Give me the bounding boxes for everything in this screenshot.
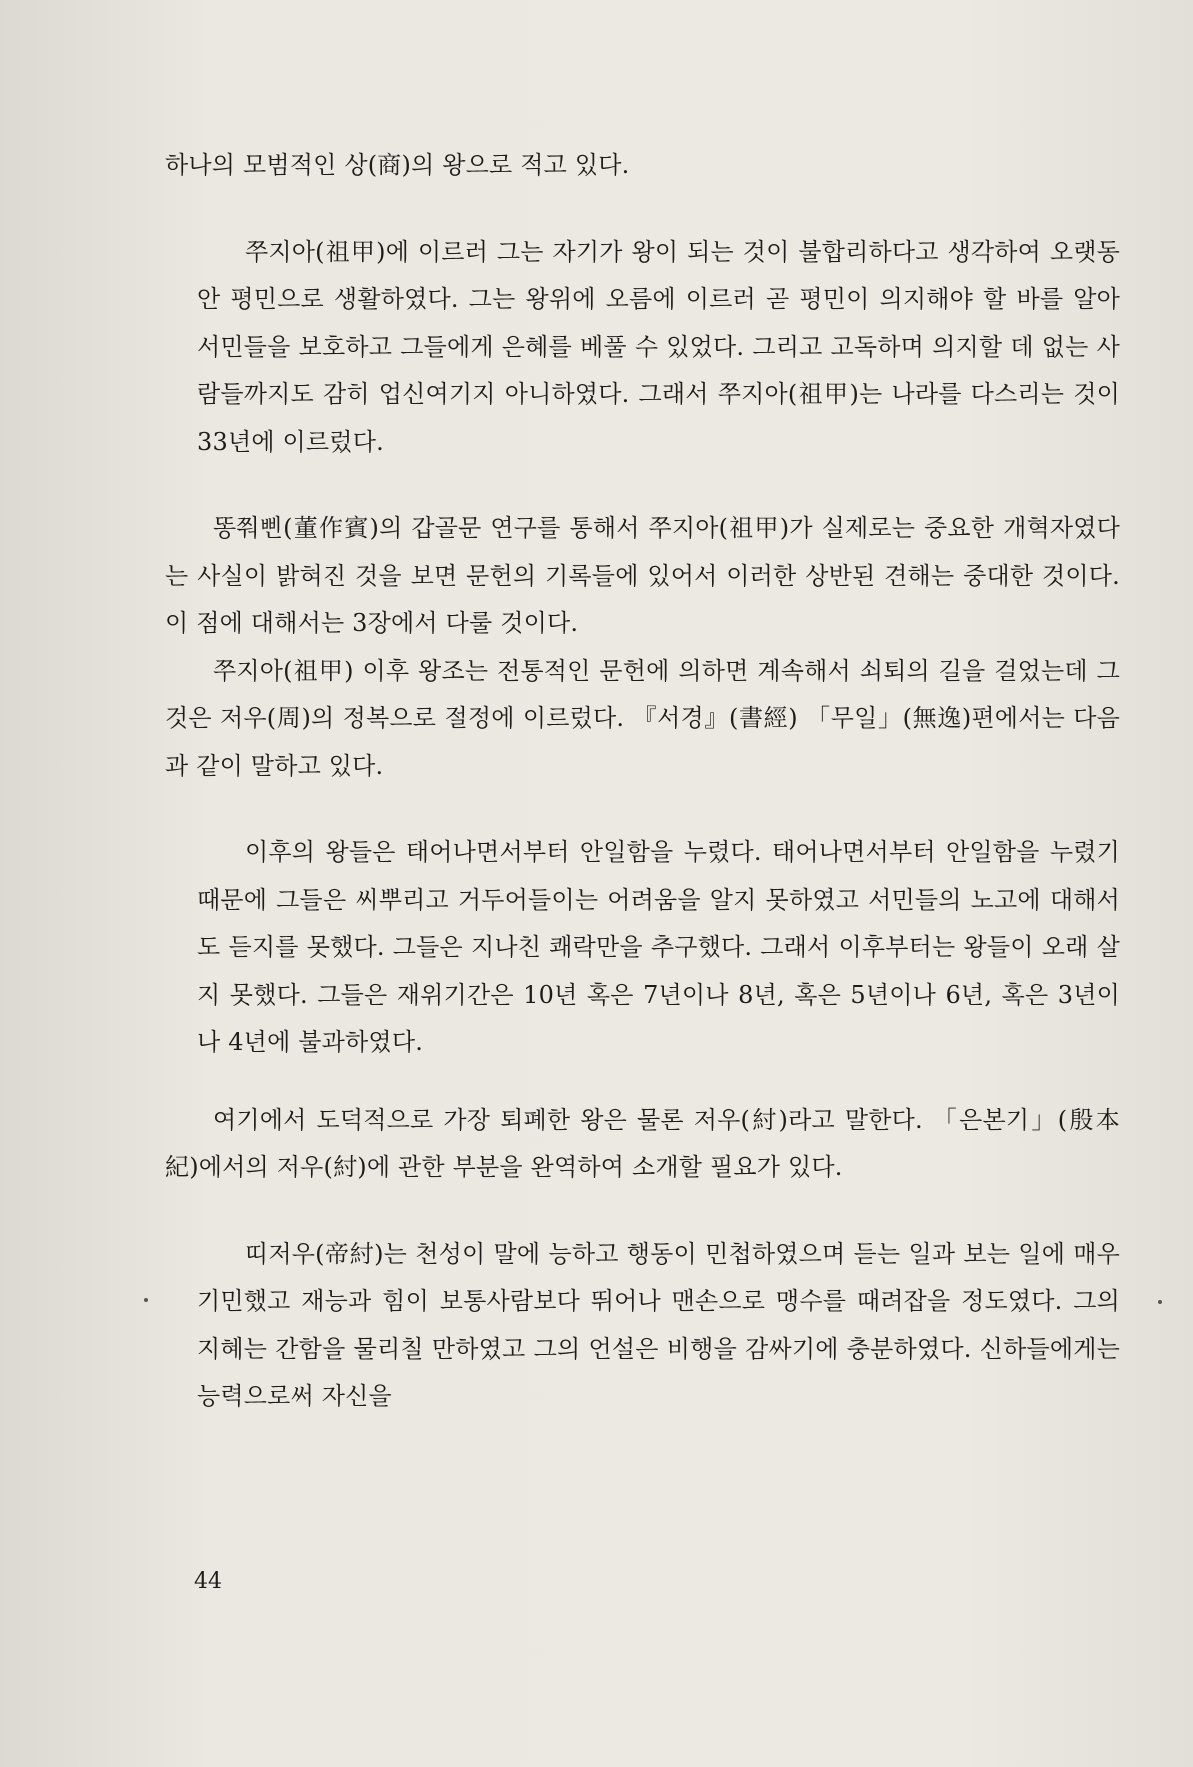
page-number: 44	[194, 1569, 222, 1594]
paragraph-zhou: 여기에서 도덕적으로 가장 퇴폐한 왕은 물론 저우(紂)라고 말한다. 「은본기」(殷本紀)에서의 저우(紂)에 관한 부분을 완역하여 소개할 필요가 있다.	[165, 1105, 1120, 1181]
quotation-wu-yi: 이후의 왕들은 태어나면서부터 안일함을 누렸다. 태어나면서부터 안일함을 누렸기 때문에 그들은 씨뿌리고 거두어들이는 어려움을 알지 못하였고 서민들의 노고에 대해서도 듣지를 못했다. 그들은 지나친 쾌락만을 추구했다. 그래서 이후부터는 왕들이 오래 살지 못했다. 그들은 재위기간은 10년 혹은 7년이나 8년, 혹은 5년이나 6년, 혹은 3년이나 4년에 불과하였다.	[197, 838, 1120, 1056]
paragraph-continuation: 하나의 모범적인 상(商)의 왕으로 적고 있다.	[165, 151, 630, 179]
quotation-zu-jia: 쭈지아(祖甲)에 이르러 그는 자기가 왕이 되는 것이 불합리하다고 생각하여 오랫동안 평민으로 생활하였다. 그는 왕위에 오름에 이르러 곧 평민이 의지해야 할 바를 알아 서민들을 보호하고 그들에게 은혜를 베풀 수 있었다. 그리고 고독하며 의지할 데 없는 사람들까지도 감히 업신여기지 아니하였다. 그래서 쭈지아(祖甲)는 나라를 다스리는 것이 33년에 이르렀다.	[197, 237, 1120, 456]
quotation-yin-benji: 띠저우(帝紂)는 천성이 말에 능하고 행동이 민첩하였으며 듣는 일과 보는 일에 매우 기민했고 재능과 힘이 보통사람보다 뛰어나 맨손으로 맹수를 때려잡을 정도였다. 그의 지혜는 간함을 물리칠 만하였고 그의 언설은 비행을 감싸기에 충분하였다. 신하들에게는 능력으로써 자신을	[197, 1239, 1120, 1410]
paragraph-dong-zuobin: 똥쭤삔(董作賓)의 갑골문 연구를 통해서 쭈지아(祖甲)가 실제로는 중요한 개혁자였다는 사실이 밝혀진 것을 보면 문헌의 기록들에 있어서 이러한 상반된 견해는 중대한 것이다. 이 점에 대해서는 3장에서 다룰 것이다.	[165, 514, 1120, 637]
page-body	[165, 142, 1120, 1421]
paragraph-decline: 쭈지아(祖甲) 이후 왕조는 전통적인 문헌에 의하면 계속해서 쇠퇴의 길을 걸었는데 그것은 저우(周)의 정복으로 절정에 이르렀다. 『서경』(書經) 「무일」(無逸)편에서는 다음과 같이 말하고 있다.	[165, 656, 1120, 780]
paper-speck	[144, 1298, 148, 1302]
paper-speck	[1158, 1300, 1162, 1304]
